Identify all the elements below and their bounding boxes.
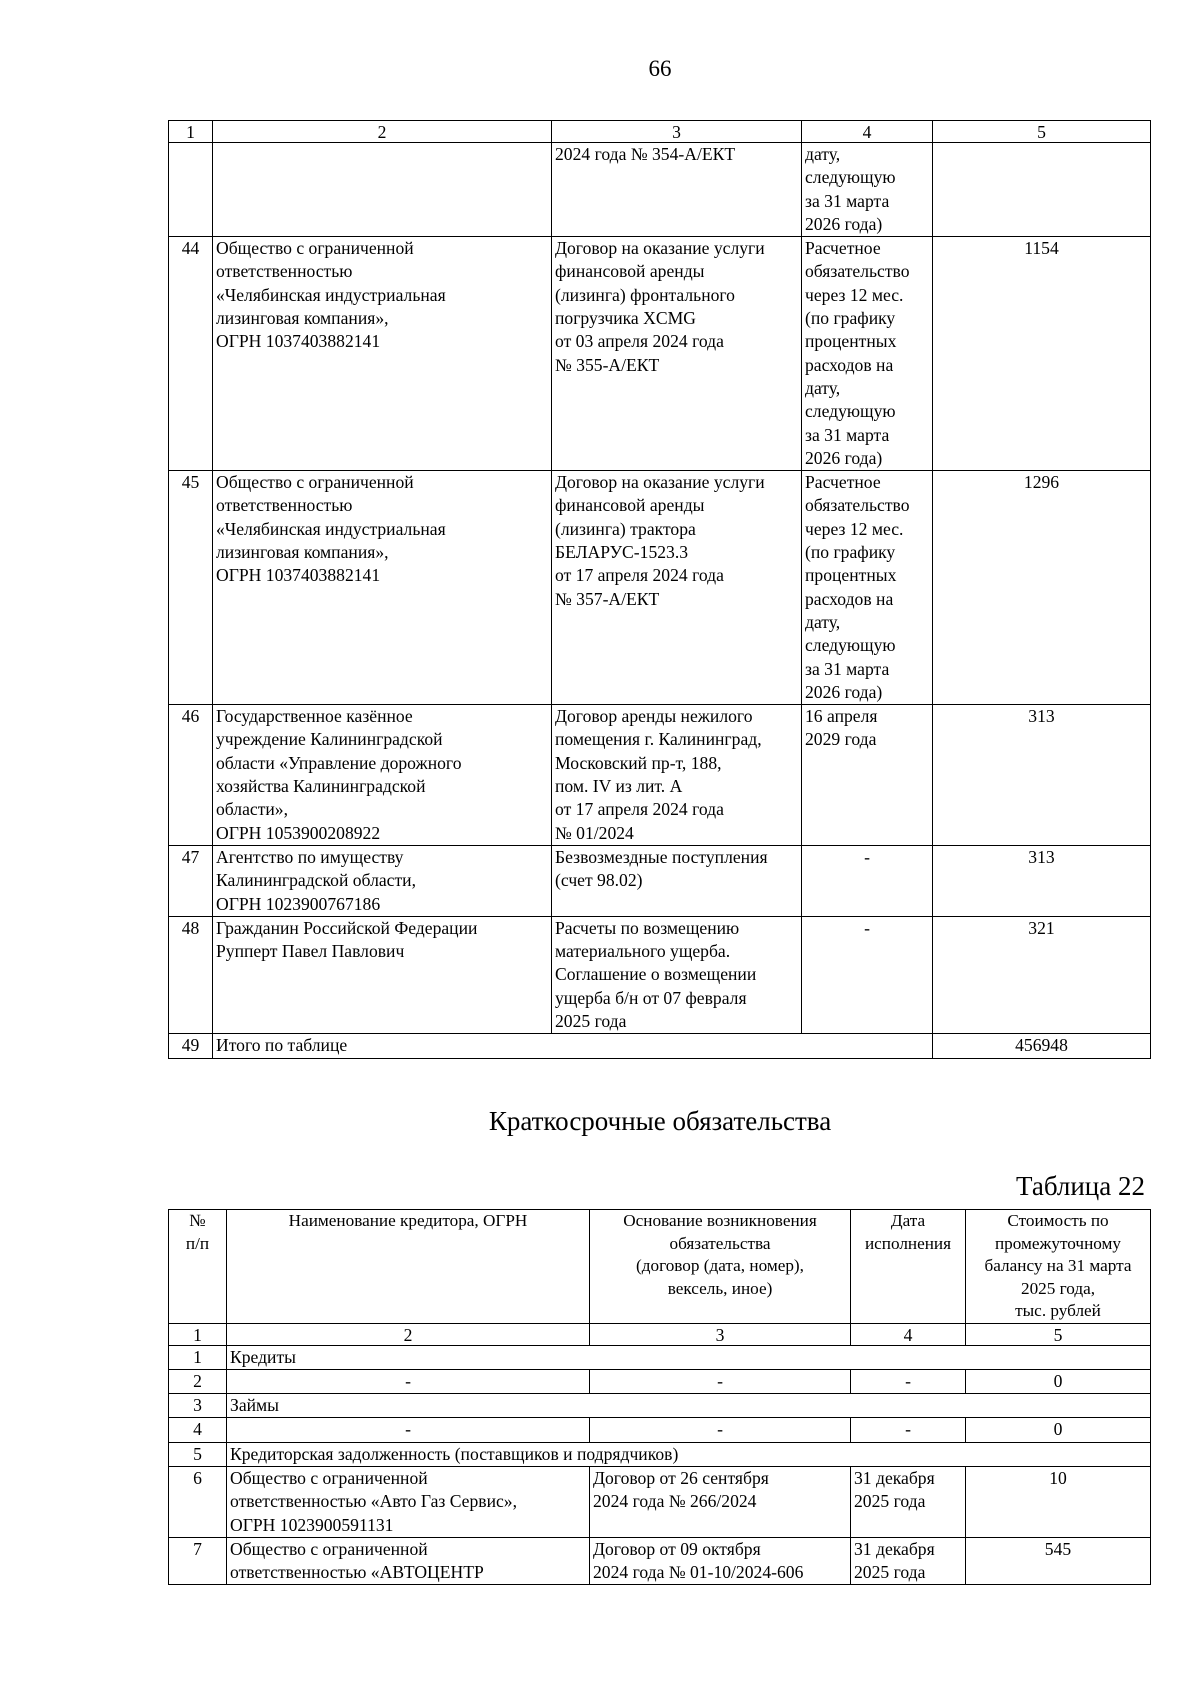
column-header: Дата исполнения (851, 1210, 966, 1324)
column-number: 2 (213, 121, 552, 143)
row-number: 6 (169, 1466, 227, 1537)
value-cell: 1154 (933, 237, 1151, 471)
row-number: 48 (169, 916, 213, 1033)
value-cell (933, 143, 1151, 237)
table-row (169, 143, 1151, 237)
value-cell: 313 (933, 705, 1151, 846)
creditor-cell (213, 143, 552, 237)
basis-cell: Безвозмездные поступления (счет 98.02) (552, 845, 802, 916)
row-number: 4 (169, 1418, 227, 1442)
table-row (169, 237, 1151, 471)
section-label: Кредиторская задолженность (поставщиков и подрядчиков) (227, 1442, 1151, 1466)
table-row (169, 1466, 1151, 1537)
total-label: Итого по таблице (213, 1034, 933, 1058)
row-number: 1 (169, 1345, 227, 1369)
creditor-cell: Государственное казённое учреждение Калининградской области «Управление дорожного хозяйства Калининградской области», ОГРН 1053900208922 (213, 705, 552, 846)
date-cell: Расчетное обязательство через 12 мес. (по графику процентных расходов на дату, следующую за 31 марта 2026 года) (802, 237, 933, 471)
row-number: 44 (169, 237, 213, 471)
column-number-row (169, 1323, 1151, 1345)
row-number: 45 (169, 471, 213, 705)
column-number: 4 (802, 121, 933, 143)
value-cell: 0 (966, 1369, 1151, 1393)
value-cell: 1296 (933, 471, 1151, 705)
creditor-cell: Общество с ограниченной ответственностью «Авто Газ Сервис», ОГРН 1023900591131 (227, 1466, 590, 1537)
column-number: 5 (933, 121, 1151, 143)
short-term-liabilities-table (168, 1209, 1151, 1585)
date-cell: - (802, 916, 933, 1033)
total-row (169, 1034, 1151, 1058)
table-row (169, 845, 1151, 916)
section-row (169, 1345, 1151, 1369)
basis-cell: 2024 года № 354-А/ЕКТ (552, 143, 802, 237)
date-cell: - (851, 1418, 966, 1442)
liabilities-table-continued (168, 120, 1151, 1059)
value-cell: 545 (966, 1537, 1151, 1585)
column-header: № п/п (169, 1210, 227, 1324)
table-row (169, 705, 1151, 846)
value-cell: 321 (933, 916, 1151, 1033)
row-number: 46 (169, 705, 213, 846)
column-header: Наименование кредитора, ОГРН (227, 1210, 590, 1324)
row-number (169, 143, 213, 237)
total-value: 456948 (933, 1034, 1151, 1058)
date-cell: Расчетное обязательство через 12 мес. (по графику процентных расходов на дату, следующую за 31 марта 2026 года) (802, 471, 933, 705)
column-header: Основание возникновения обязательства (договор (дата, номер), вексель, иное) (590, 1210, 851, 1324)
basis-cell: Договор на оказание услуги финансовой аренды (лизинга) трактора БЕЛАРУС-1523.3 от 17 апреля 2024 года № 357-А/ЕКТ (552, 471, 802, 705)
creditor-cell: Общество с ограниченной ответственностью «АВТОЦЕНТР (227, 1537, 590, 1585)
table-row (169, 1418, 1151, 1442)
creditor-cell: Гражданин Российской Федерации Рупперт Павел Павлович (213, 916, 552, 1033)
column-number: 1 (169, 1323, 227, 1345)
section-row (169, 1442, 1151, 1466)
row-number: 3 (169, 1394, 227, 1418)
date-cell: - (802, 845, 933, 916)
basis-cell: Договор от 09 октября 2024 года № 01-10/2024-606 (590, 1537, 851, 1585)
creditor-cell: Агентство по имуществу Калининградской области, ОГРН 1023900767186 (213, 845, 552, 916)
column-number: 5 (966, 1323, 1151, 1345)
date-cell: 16 апреля 2029 года (802, 705, 933, 846)
basis-cell: Расчеты по возмещению материального ущерба. Соглашение о возмещении ущерба б/н от 07 февраля 2025 года (552, 916, 802, 1033)
page-number: 66 (648, 56, 672, 81)
table-label: Таблица 22 (1016, 1171, 1145, 1201)
section-title: Краткосрочные обязательства (488, 1106, 832, 1136)
column-header: Стоимость по промежуточному балансу на 31 марта 2025 года, тыс. рублей (966, 1210, 1151, 1324)
column-number: 2 (227, 1323, 590, 1345)
basis-cell: Договор на оказание услуги финансовой аренды (лизинга) фронтального погрузчика XCMG от 03 апреля 2024 года № 355-А/ЕКТ (552, 237, 802, 471)
column-number: 3 (552, 121, 802, 143)
date-cell: 31 декабря 2025 года (851, 1537, 966, 1585)
table-row (169, 1537, 1151, 1585)
column-number: 1 (169, 121, 213, 143)
basis-cell: - (590, 1369, 851, 1393)
row-number: 2 (169, 1369, 227, 1393)
creditor-cell: - (227, 1418, 590, 1442)
date-cell: дату, следующую за 31 марта 2026 года) (802, 143, 933, 237)
row-number: 5 (169, 1442, 227, 1466)
row-number: 7 (169, 1537, 227, 1585)
header-row (169, 1210, 1151, 1324)
date-cell: 31 декабря 2025 года (851, 1466, 966, 1537)
section-label: Кредиты (227, 1345, 1151, 1369)
date-cell: - (851, 1369, 966, 1393)
column-number: 4 (851, 1323, 966, 1345)
table-row (169, 916, 1151, 1033)
basis-cell: - (590, 1418, 851, 1442)
row-number: 49 (169, 1034, 213, 1058)
value-cell: 0 (966, 1418, 1151, 1442)
value-cell: 313 (933, 845, 1151, 916)
creditor-cell: - (227, 1369, 590, 1393)
basis-cell: Договор от 26 сентября 2024 года № 266/2024 (590, 1466, 851, 1537)
section-label: Займы (227, 1394, 1151, 1418)
row-number: 47 (169, 845, 213, 916)
column-number-row (169, 121, 1151, 143)
basis-cell: Договор аренды нежилого помещения г. Калининград, Московский пр-т, 188, пом. IV из лит. А от 17 апреля 2024 года № 01/2024 (552, 705, 802, 846)
creditor-cell: Общество с ограниченной ответственностью «Челябинская индустриальная лизинговая компания», ОГРН 1037403882141 (213, 471, 552, 705)
creditor-cell: Общество с ограниченной ответственностью «Челябинская индустриальная лизинговая компания», ОГРН 1037403882141 (213, 237, 552, 471)
section-row (169, 1394, 1151, 1418)
value-cell: 10 (966, 1466, 1151, 1537)
table-row (169, 471, 1151, 705)
column-number: 3 (590, 1323, 851, 1345)
table-row (169, 1369, 1151, 1393)
